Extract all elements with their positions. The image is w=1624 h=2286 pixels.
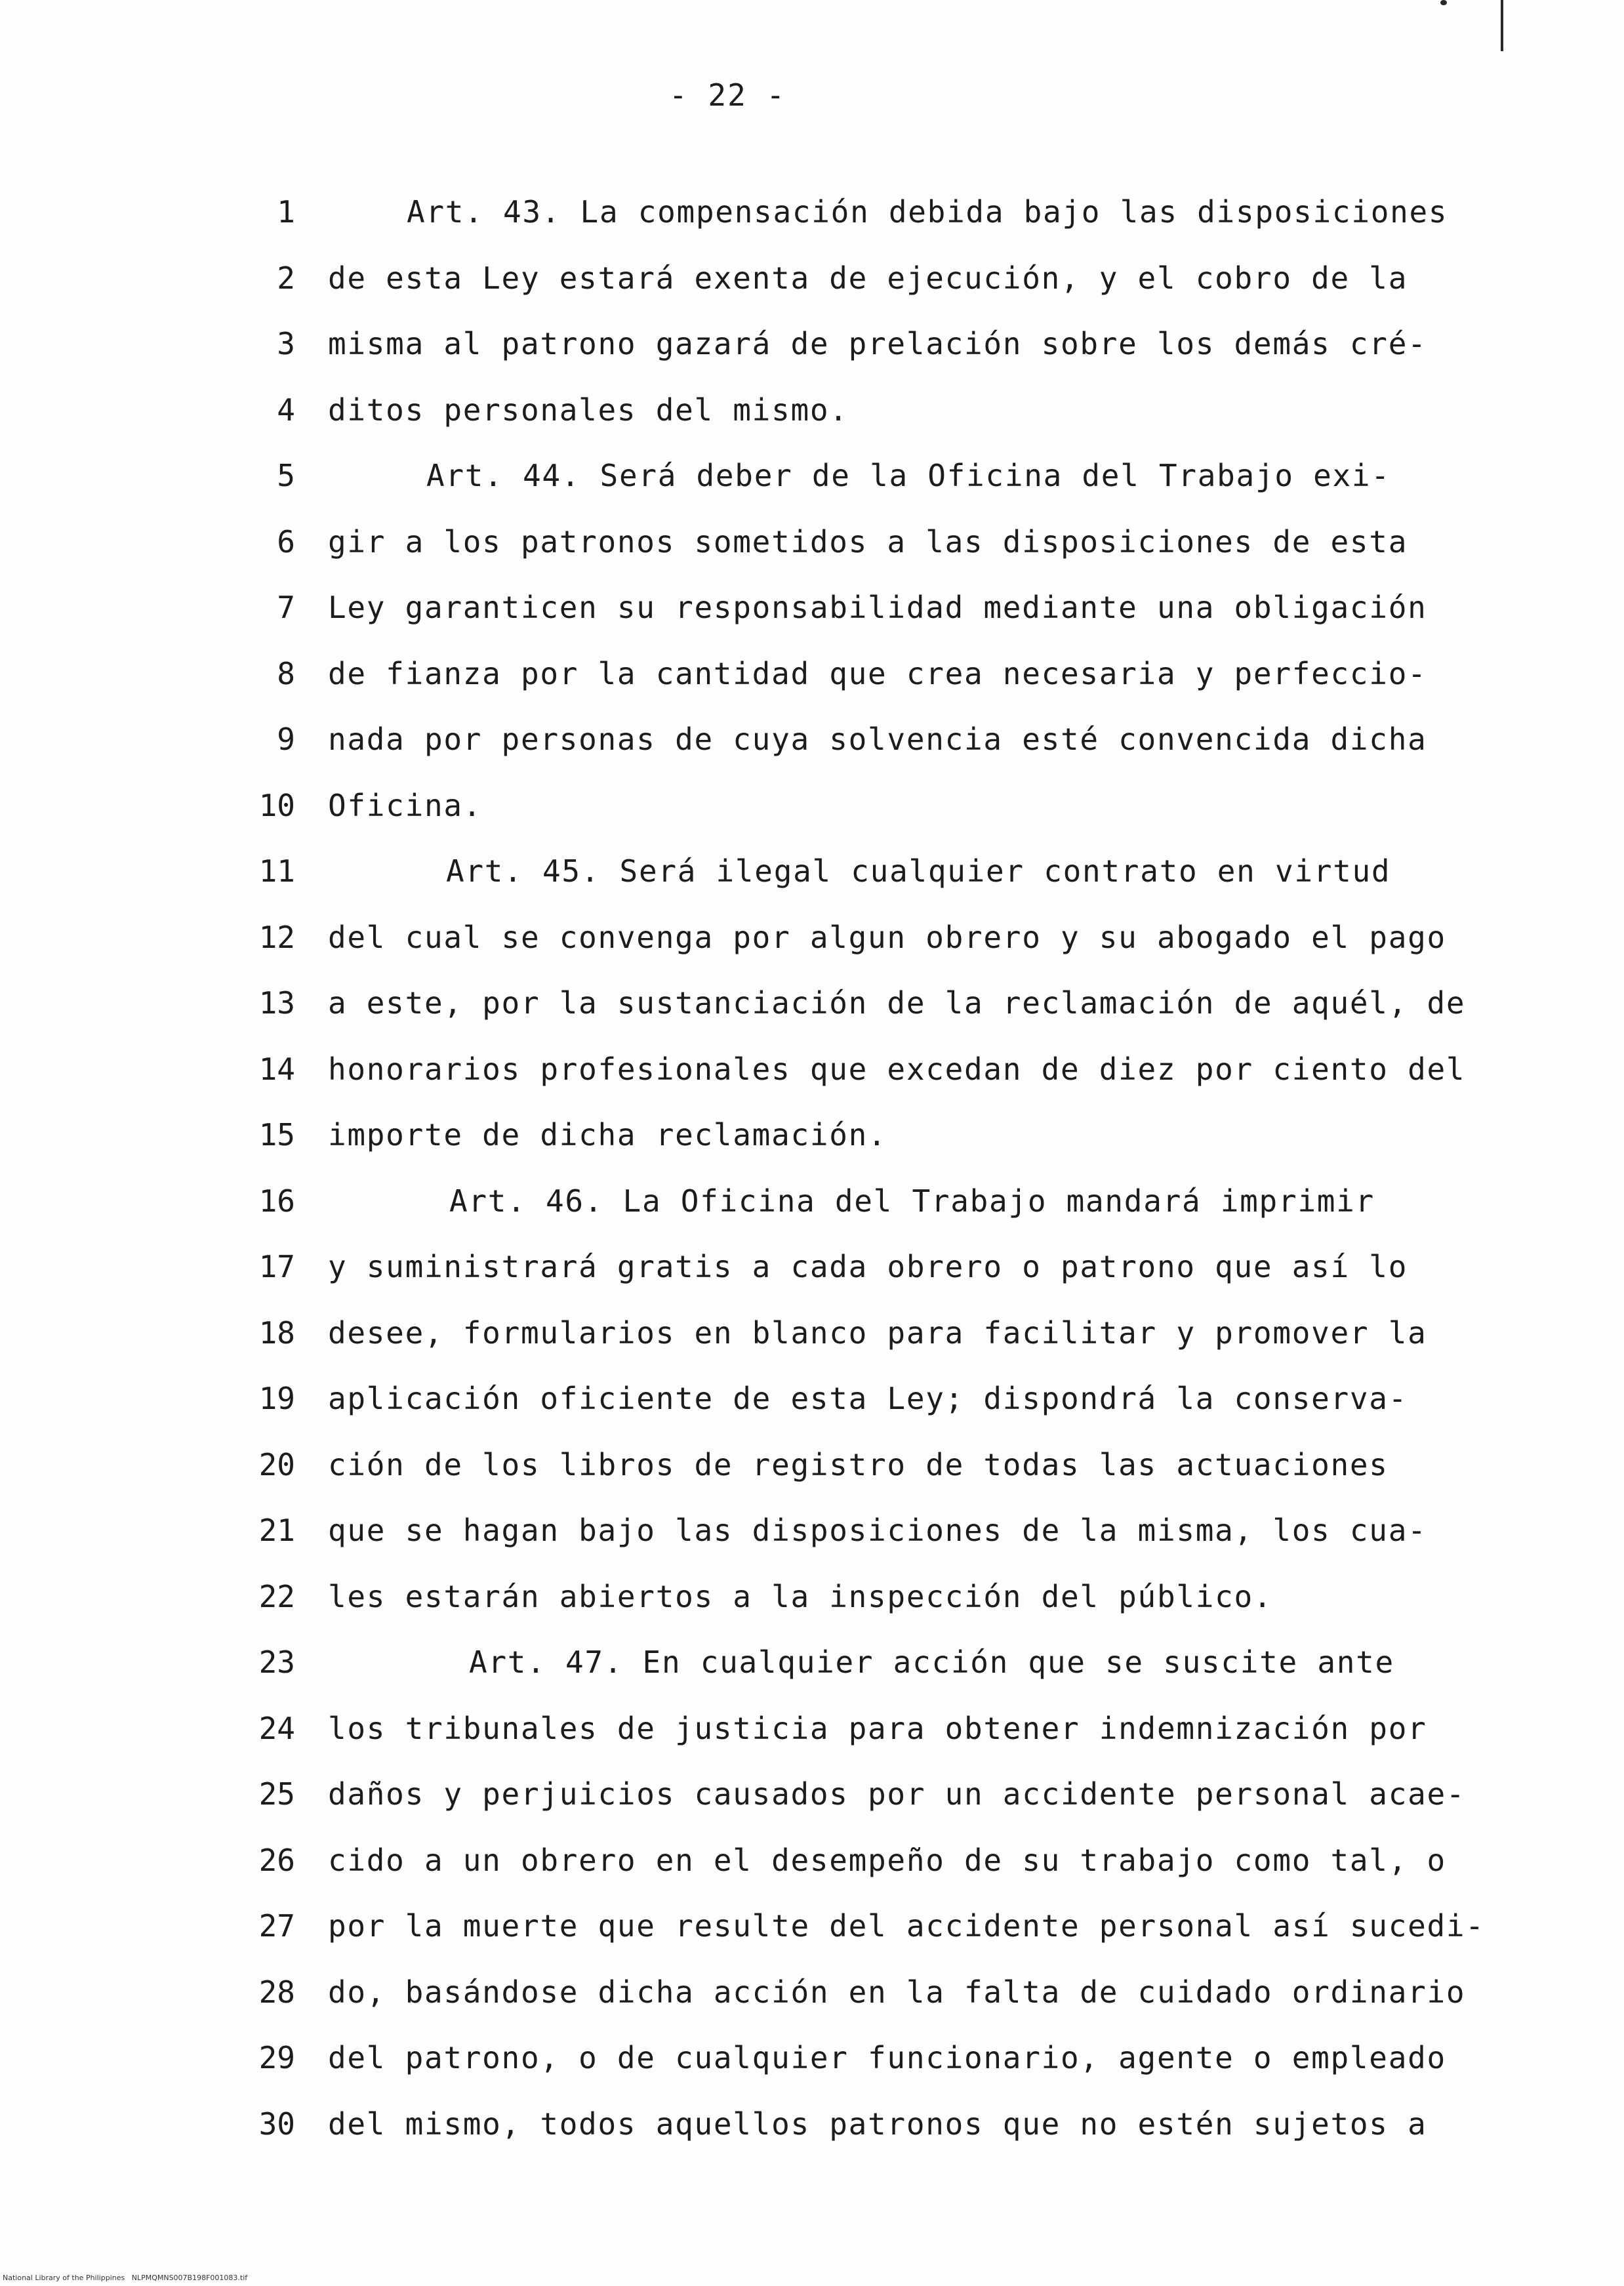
line-text: los tribunales de justicia para obtener indemnización por [328,1710,1427,1746]
text-line [0,1908,1624,1974]
line-text: nada por personas de cuya solvencia esté convencida dicha [328,722,1427,757]
text-line [0,1711,1624,1776]
line-number: 30 [258,2106,295,2142]
line-number: 18 [258,1315,295,1351]
line-text: por la muerte que resulte del accidente personal así sucedi- [328,1908,1485,1944]
text-line [0,656,1624,722]
text-line [0,1513,1624,1578]
line-text: ción de los libros de registro de todas las actuaciones [328,1446,1389,1482]
line-number: 23 [258,1644,295,1680]
text-line [0,524,1624,590]
text-line [0,1249,1624,1315]
line-number: 15 [258,1117,295,1153]
line-text: misma al patrono gazará de prelación sobre los demás cré- [328,326,1427,361]
line-number: 25 [258,1776,295,1812]
text-line [0,1776,1624,1842]
text-line [0,920,1624,985]
text-line [0,590,1624,655]
line-number: 7 [277,590,295,625]
line-number: 10 [258,787,295,823]
line-number: 2 [277,260,295,296]
line-text: daños y perjuicios causados por un accidente personal acae- [328,1776,1466,1812]
line-number: 19 [258,1381,295,1416]
text-line [0,1447,1624,1513]
line-number: 9 [277,722,295,757]
line-text: desee, formularios en blanco para facilitar y promover la [328,1315,1427,1351]
text-line [0,788,1624,853]
line-text: Ley garanticen su responsabilidad mediante una obligación [328,590,1427,625]
line-number: 22 [258,1578,295,1614]
line-number: 13 [258,985,295,1021]
text-line [0,1644,1624,1710]
text-line [0,194,1624,260]
line-number: 3 [277,326,295,361]
line-text: do, basándose dicha acción en la falta de cuidado ordinario [328,1974,1466,2010]
line-number: 8 [277,655,295,691]
text-line [0,2106,1624,2172]
line-text: y suministrará gratis a cada obrero o patrono que así lo [328,1249,1408,1284]
line-number: 14 [258,1051,295,1087]
line-text: les estarán abiertos a la inspección del público. [328,1578,1273,1614]
line-text: importe de dicha reclamación. [328,1117,887,1153]
line-number: 20 [258,1446,295,1482]
text-line [0,985,1624,1051]
text-line [0,1579,1624,1644]
line-number: 5 [277,458,295,493]
text-line [0,1183,1624,1249]
footer-library: National Library of the Philippines [3,2274,125,2282]
text-line [0,260,1624,326]
line-text: cido a un obrero en el desempeño de su trabajo como tal, o [328,1842,1446,1878]
line-text: Art. 43. La compensación debida bajo las disposiciones [407,194,1448,230]
text-line [0,1051,1624,1117]
line-text: honorarios profesionales que excedan de diez por ciento del [328,1051,1466,1087]
line-number: 21 [258,1513,295,1548]
scan-edge-mark [1501,0,1503,51]
scan-edge-dot [1440,0,1447,5]
line-number: 29 [258,2040,295,2075]
line-number: 17 [258,1249,295,1284]
line-number: 11 [258,853,295,889]
line-text: Art. 44. Será deber de la Oficina del Trabajo exi- [426,458,1391,493]
text-line [0,392,1624,458]
text-line [0,1974,1624,2040]
line-number: 27 [258,1908,295,1944]
text-line [0,2040,1624,2106]
line-text: de fianza por la cantidad que crea necesaria y perfeccio- [328,655,1427,691]
text-line [0,722,1624,787]
text-line [0,326,1624,392]
line-text: del patrono, o de cualquier funcionario, agente o empleado [328,2040,1446,2075]
line-text: Art. 46. La Oficina del Trabajo mandará imprimir [449,1183,1375,1219]
line-number: 1 [277,194,295,230]
line-number: 6 [277,523,295,560]
line-number: 12 [258,919,295,955]
line-text: que se hagan bajo las disposiciones de la misma, los cua- [328,1513,1427,1548]
line-number: 16 [258,1183,295,1219]
page-number: - 22 - [669,77,786,113]
text-line [0,853,1624,919]
line-text: Oficina. [328,787,483,823]
line-text: aplicación oficiente de esta Ley; dispondrá la conserva- [328,1381,1408,1416]
line-text: del cual se convenga por algun obrero y su abogado el pago [328,919,1446,955]
line-number: 28 [258,1974,295,2010]
text-line [0,1117,1624,1183]
scan-footer [3,2274,247,2282]
line-number: 4 [277,392,295,428]
text-line [0,458,1624,523]
text-line [0,1315,1624,1381]
line-text: a este, por la sustanciación de la reclamación de aquél, de [328,985,1466,1021]
line-number: 26 [258,1842,295,1878]
line-text: gir a los patronos sometidos a las disposiciones de esta [328,523,1408,560]
line-text: Art. 45. Será ilegal cualquier contrato en virtud [446,853,1391,889]
line-text: del mismo, todos aquellos patronos que no estén sujetos a [328,2106,1427,2142]
line-number: 24 [258,1710,295,1746]
footer-file: NLPMQMNS007B198F001083.tif [131,2274,248,2282]
text-line [0,1381,1624,1446]
line-text: Art. 47. En cualquier acción que se suscite ante [469,1644,1394,1680]
text-line [0,1843,1624,1908]
line-text: de esta Ley estará exenta de ejecución, y el cobro de la [328,260,1408,296]
line-text: ditos personales del mismo. [328,392,849,428]
